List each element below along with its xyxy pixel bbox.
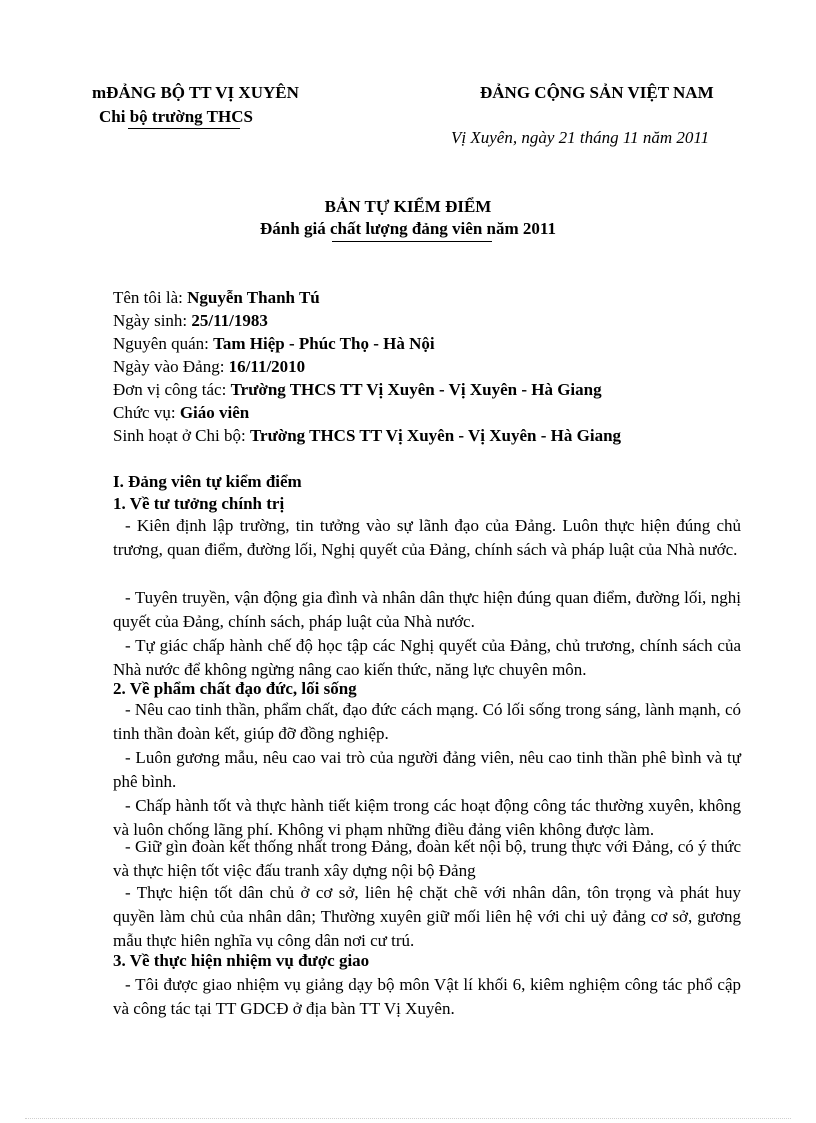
paragraph-ethics-2: - Luôn gương mẫu, nêu cao vai trò của người đảng viên, nêu cao tinh thần phê bình và tự phê bình.: [113, 748, 741, 791]
info-label: Ngày sinh:: [113, 311, 188, 330]
info-value: Nguyễn Thanh Tú: [187, 288, 320, 307]
paragraph-duties-1: - Tôi được giao nhiệm vụ giảng dạy bộ môn Vật lí khối 6, kiêm nghiệm công tác phổ cập và công tác tại TT GDCĐ ở địa bàn TT Vị Xuyên.: [113, 975, 741, 1018]
info-row-party-join-date: [113, 357, 305, 377]
info-row-position: [113, 403, 249, 423]
info-value: 16/11/2010: [228, 357, 306, 376]
info-label: Sinh hoạt ở Chi bộ:: [113, 426, 246, 445]
info-value: Trường THCS TT Vị Xuyên - Vị Xuyên - Hà Giang: [230, 380, 602, 399]
info-value: Giáo viên: [179, 403, 250, 422]
section-three-heading: 3. Về thực hiện nhiệm vụ được giao: [113, 951, 370, 970]
page-bottom-divider: [25, 1118, 791, 1119]
party-cell-name: Chi bộ trường THCS: [99, 107, 253, 126]
document-subtitle: Đánh giá chất lượng đảng viên năm 2011: [260, 219, 556, 238]
paragraph-ethics-4: - Giữ gìn đoàn kết thống nhất trong Đảng, đoàn kết nội bộ, trung thực với Đảng, có ý thức và thực hiện tốt việc đấu tranh xây dựng nội bộ Đảng: [113, 837, 741, 880]
info-value: Tam Hiệp - Phúc Thọ - Hà Nội: [213, 334, 435, 353]
info-value: Trường THCS TT Vị Xuyên - Vị Xuyên - Hà Giang: [249, 426, 622, 445]
section-one-heading: 1. Về tư tưởng chính trị: [113, 494, 285, 513]
document-title: BẢN TỰ KIỂM ĐIỂM: [324, 197, 492, 216]
info-row-hometown: [113, 334, 435, 354]
info-row-name: [113, 288, 320, 308]
info-row-workplace: [113, 380, 602, 400]
subtitle-underline: [332, 241, 492, 242]
info-value: 25/11/1983: [191, 311, 268, 330]
paragraph-ethics-1: - Nêu cao tinh thần, phẩm chất, đạo đức cách mạng. Có lối sống trong sáng, lành mạnh, có tinh thần đoàn kết, giúp đỡ đồng nghiệp.: [113, 700, 741, 743]
info-label: Chức vụ:: [113, 403, 176, 422]
info-label: Tên tôi là:: [113, 288, 183, 307]
paragraph-ethics-5: - Thực hiện tốt dân chủ ở cơ sở, liên hệ chặt chẽ với nhân dân, tôn trọng và phát huy quyền làm chủ của nhân dân; Thường xuyên giữ mối liên hệ với chi uỷ đảng cơ sở, gương mẫu thực hiên nghĩa vụ công dân nơi cư trú.: [113, 883, 741, 950]
info-label: Ngày vào Đảng:: [113, 357, 225, 376]
party-committee-name: mĐẢNG BỘ TT VỊ XUYÊN: [92, 83, 299, 102]
info-label: Nguyên quán:: [113, 334, 209, 353]
party-name: ĐẢNG CỘNG SẢN VIỆT NAM: [480, 83, 714, 102]
section-two-heading: 2. Về phẩm chất đạo đức, lối sống: [113, 679, 357, 698]
info-label: Đơn vị công tác:: [113, 380, 227, 399]
info-row-party-cell: [113, 426, 621, 446]
paragraph-ideology-2: - Tuyên truyền, vận động gia đình và nhân dân thực hiện đúng quan điểm, đường lối, nghị quyết của Đảng, chính sách, pháp luật của Nhà nước.: [113, 588, 741, 631]
info-row-birthdate: [113, 311, 268, 331]
paragraph-ethics-3: - Chấp hành tốt và thực hành tiết kiệm trong các hoạt động công tác thường xuyên, không và luôn chống lãng phí. Không vi phạm những điều đảng viên không được làm.: [113, 796, 741, 839]
part-one-heading: I. Đảng viên tự kiểm điểm: [113, 472, 302, 491]
cell-name-underline: [128, 128, 240, 129]
paragraph-ideology-3: - Tự giác chấp hành chế độ học tập các Nghị quyết của Đảng, chủ trương, chính sách của Nhà nước để không ngừng nâng cao kiến thức, năng lực chuyên môn.: [113, 636, 741, 679]
place-date: Vị Xuyên, ngày 21 tháng 11 năm 2011: [451, 128, 710, 147]
paragraph-ideology-1: - Kiên định lập trường, tin tưởng vào sự lãnh đạo của Đảng. Luôn thực hiện đúng chủ trương, quan điểm, đường lối, Nghị quyết của Đảng, chính sách và pháp luật của Nhà nước.: [113, 516, 741, 559]
